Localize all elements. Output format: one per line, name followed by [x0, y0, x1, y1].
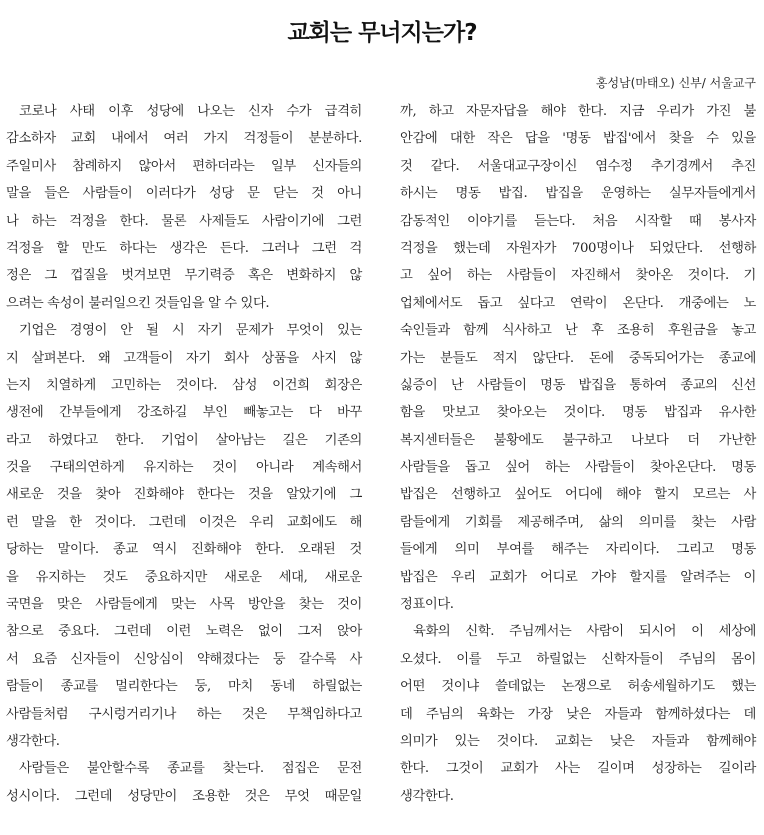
text-line: 감동적인 이야기를 듣는다. 처음 시작할 때 봉사자 [400, 213, 756, 229]
text-line: 까, 하고 자문자답을 해야 한다. 지금 우리가 가진 불 [400, 104, 756, 119]
text-line: 사람들은 불안할수록 종교를 찾는다. 점집은 문전 [19, 761, 362, 777]
text-line: 사람들을 돕고 싶어 하는 사람들이 찾아온단다. 명동 [400, 460, 756, 476]
text-line: 주일미사 참례하지 않아서 편하더라는 일부 신자들의 [6, 158, 362, 174]
text-line: 정은 그 껍질을 벗겨보면 무기력증 혹은 변화하지 않 [6, 268, 362, 284]
text-line: 생전에 간부들에게 강조하길 부인 빼놓고는 다 바꾸 [6, 405, 362, 421]
text-line: 으려는 속성이 불러일으킨 것들임을 알 수 있다. [6, 295, 270, 311]
text-line: 고 싶어 하는 사람들이 자진해서 찾아온 것이다. 기 [400, 268, 756, 284]
text-line: 업체에서도 돕고 싶다고 연락이 온단다. 개중에는 노 [400, 295, 756, 311]
text-line: 을 유지하는 것도 중요하지만 새로운 세대, 새로운 [6, 569, 362, 585]
text-line: 가는 분들도 적지 않단다. 돈에 중독되어가는 종교에 [400, 350, 756, 366]
text-line: 안감에 대한 작은 답을 '명동 밥집'에서 찾을 수 있을 [400, 131, 756, 147]
text-line: 오셨다. 이를 두고 하릴없는 신학자들이 주님의 몸이 [400, 651, 756, 667]
text-line: 감소하자 교회 내에서 여러 가지 걱정들이 분분하다. [6, 131, 362, 147]
text-line: 람들이 종교를 멀리한다는 둥, 마치 동네 하릴없는 [6, 679, 362, 695]
text-line: 어떤 것이냐 쓸데없는 논쟁으로 허송세월하기도 했는 [400, 679, 756, 695]
text-line: 것 같다. 서울대교구장이신 염수정 추기경께서 추진 [400, 158, 756, 174]
text-line: 참으로 중요다. 그런데 이런 노력은 없이 그저 앉아 [6, 624, 362, 640]
text-line: 것을 구태의연하게 유지하는 것이 아니라 계속해서 [6, 460, 362, 476]
text-line: 국면을 맞은 사람들에게 맞는 사목 방안을 찾는 것이 [6, 597, 362, 613]
text-line: 새로운 것을 찾아 진화해야 한다는 것을 알았기에 그 [6, 487, 362, 503]
text-line: 기업은 경영이 안 될 시 자기 문제가 무엇이 있는 [19, 323, 362, 339]
text-line: 밥집은 우리 교회가 어디로 가야 할지를 알려주는 이 [400, 569, 756, 585]
article-title: 교회는 무너지는가? [287, 20, 477, 46]
text-line: 서 요즘 신자들이 신앙심이 약해졌다는 둥 갈수록 사 [6, 651, 362, 667]
text-line: 함을 맛보고 찾아오는 것이다. 명동 밥집과 유사한 [400, 405, 756, 421]
text-line: 의미가 있는 것이다. 교회는 낮은 자들과 함께해야 [400, 733, 756, 749]
text-line: 걱정을 했는데 자원자가 700명이나 되었단다. 선행하 [400, 240, 756, 256]
text-line: 라고 하였다고 한다. 기업이 살아남는 길은 기존의 [6, 432, 362, 448]
text-line: 한다. 그것이 교회가 사는 길이며 성장하는 길이라 [400, 761, 756, 777]
text-line: 당하는 말이다. 종교 역시 진화해야 한다. 오래된 것 [6, 542, 362, 558]
text-line: 밥집은 선행하고 싶어도 어디에 해야 할지 모르는 사 [400, 487, 756, 503]
text-line: 복지센터들은 불황에도 불구하고 나보다 더 가난한 [400, 432, 756, 448]
article-column-left [6, 98, 362, 810]
text-line: 는지 치열하게 고민하는 것이다. 삼성 이건희 회장은 [6, 377, 362, 393]
text-line: 하시는 명동 밥집. 밥집을 운영하는 실무자들에게서 [400, 186, 756, 202]
text-line: 육화의 신학. 주님께서는 사람이 되시어 이 세상에 [413, 624, 756, 640]
text-line: 생각한다. [400, 788, 454, 804]
text-line: 걱정을 할 만도 하다는 생각은 든다. 그러나 그런 걱 [6, 240, 362, 256]
text-line: 숙인들과 함께 식사하고 난 후 조용히 후원금을 놓고 [400, 323, 756, 339]
text-line: 지 살펴본다. 왜 고객들이 자기 회사 상품을 사지 않 [6, 350, 362, 366]
text-line: 들에게 의미 부여를 해주는 자리이다. 그리고 명동 [400, 542, 756, 558]
text-line: 나 하는 걱정을 한다. 물론 사제들도 사람이기에 그런 [6, 213, 362, 229]
text-line: 성시이다. 그런데 성당만이 조용한 것은 무엇 때문일 [6, 788, 362, 804]
text-line: 코로나 사태 이후 성당에 나오는 신자 수가 급격히 [19, 104, 362, 119]
text-line: 말을 들은 사람들이 이러다가 성당 문 닫는 것 아니 [6, 186, 362, 202]
text-line: 싫증이 난 사람들이 명동 밥집을 통하여 종교의 신선 [400, 377, 756, 393]
text-line: 람들에게 기회를 제공해주며, 삶의 의미를 찾는 사람 [400, 514, 756, 530]
text-line: 런 말을 한 것이다. 그런데 이것은 우리 교회에도 해 [6, 514, 362, 530]
article-column-right [400, 98, 756, 810]
text-line: 생각한다. [6, 733, 60, 749]
article-byline: 홍성남(마태오) 신부/ 서울교구 [595, 76, 756, 90]
text-line: 사람들처럼 구시렁거리기나 하는 것은 무책임하다고 [6, 706, 362, 722]
text-line: 정표이다. [400, 597, 454, 613]
text-line: 데 주님의 육화는 가장 낮은 자들과 함께하셨다는 데 [400, 706, 756, 722]
